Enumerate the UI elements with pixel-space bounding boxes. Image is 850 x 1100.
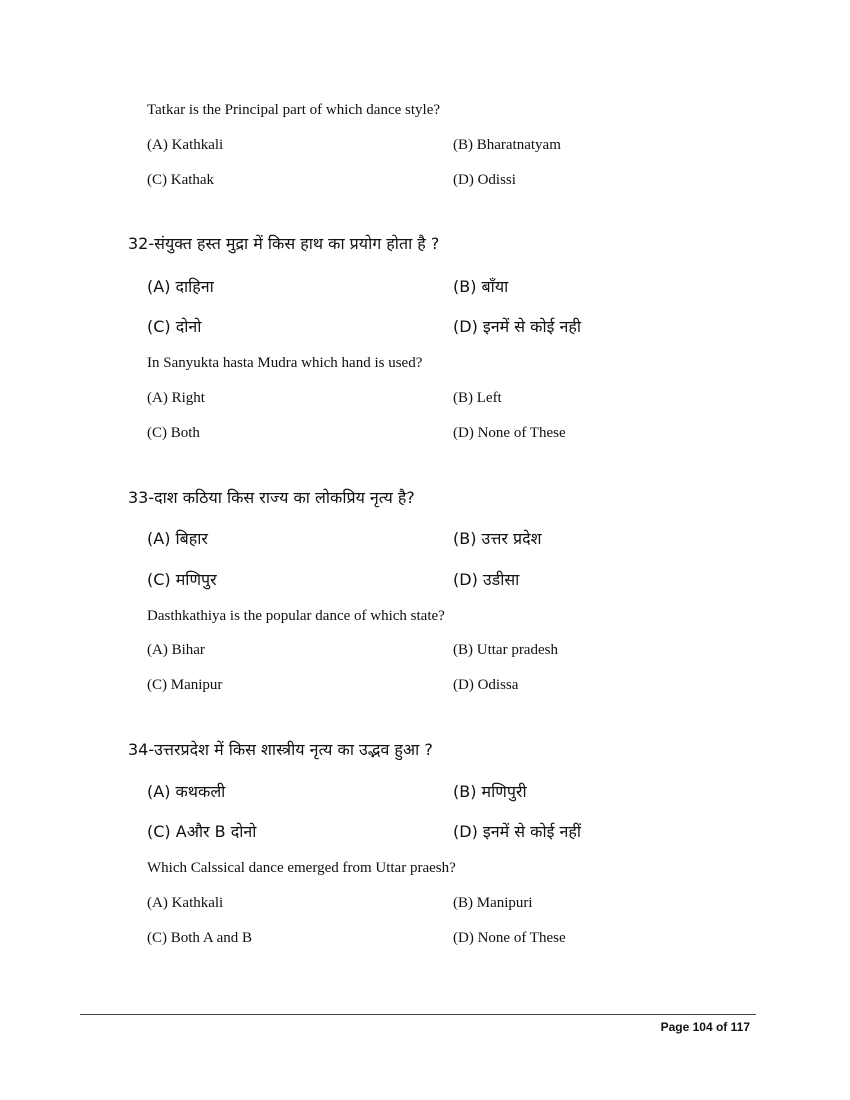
option-34-d-hi: (D) इनमें से कोई नहीं — [453, 822, 582, 841]
question-34-text-hi: 34-उत्तरप्रदेश में किस शास्त्रीय नृत्य का उद्भव हुआ ? — [128, 740, 433, 759]
question-33-text-hi: 33-दाश कठिया किस राज्य का लोकप्रिय नृत्य है? — [128, 488, 415, 507]
option-33-c-hi: (C) मणिपुर — [147, 570, 217, 589]
option-31-d-en: (D) Odissi — [453, 172, 516, 188]
footer-divider — [80, 1014, 756, 1015]
option-32-a-hi: (A) दाहिना — [147, 277, 214, 296]
page-number: Page 104 of 117 — [660, 1020, 750, 1034]
option-32-b-hi: (B) बाँया — [453, 277, 509, 296]
option-32-d-en: (D) None of These — [453, 425, 566, 441]
option-33-a-hi: (A) बिहार — [147, 529, 208, 548]
question-31-text-en: Tatkar is the Principal part of which dance style? — [147, 102, 441, 118]
option-34-a-en: (A) Kathkali — [147, 895, 224, 911]
option-31-b-en: (B) Bharatnatyam — [453, 137, 561, 153]
option-31-a-en: (A) Kathkali — [147, 137, 224, 153]
option-32-d-hi: (D) इनमें से कोई नही — [453, 317, 582, 336]
option-34-b-en: (B) Manipuri — [453, 895, 533, 911]
option-34-c-en: (C) Both A and B — [147, 930, 253, 946]
option-34-c-hi: (C) Aऔर B दोनो — [147, 822, 257, 841]
option-32-c-hi: (C) दोनो — [147, 317, 202, 336]
question-32-text-hi: 32-संयुक्त हस्त मुद्रा में किस हाथ का प्रयोग होता है ? — [128, 234, 440, 253]
option-33-a-en: (A) Bihar — [147, 642, 205, 658]
question-32-text-en: In Sanyukta hasta Mudra which hand is used? — [147, 355, 423, 371]
option-33-c-en: (C) Manipur — [147, 677, 223, 693]
option-32-b-en: (B) Left — [453, 390, 502, 406]
option-33-d-hi: (D) उडीसा — [453, 570, 520, 589]
option-32-c-en: (C) Both — [147, 425, 200, 441]
option-31-c-en: (C) Kathak — [147, 172, 215, 188]
option-34-a-hi: (A) कथकली — [147, 782, 226, 801]
option-33-b-hi: (B) उत्तर प्रदेश — [453, 529, 542, 548]
option-33-d-en: (D) Odissa — [453, 677, 519, 693]
option-32-a-en: (A) Right — [147, 390, 205, 406]
question-34-text-en: Which Calssical dance emerged from Uttar praesh? — [147, 860, 456, 876]
option-33-b-en: (B) Uttar pradesh — [453, 642, 558, 658]
question-33-text-en: Dasthkathiya is the popular dance of which state? — [147, 608, 445, 624]
option-34-d-en: (D) None of These — [453, 930, 566, 946]
option-34-b-hi: (B) मणिपुरी — [453, 782, 527, 801]
